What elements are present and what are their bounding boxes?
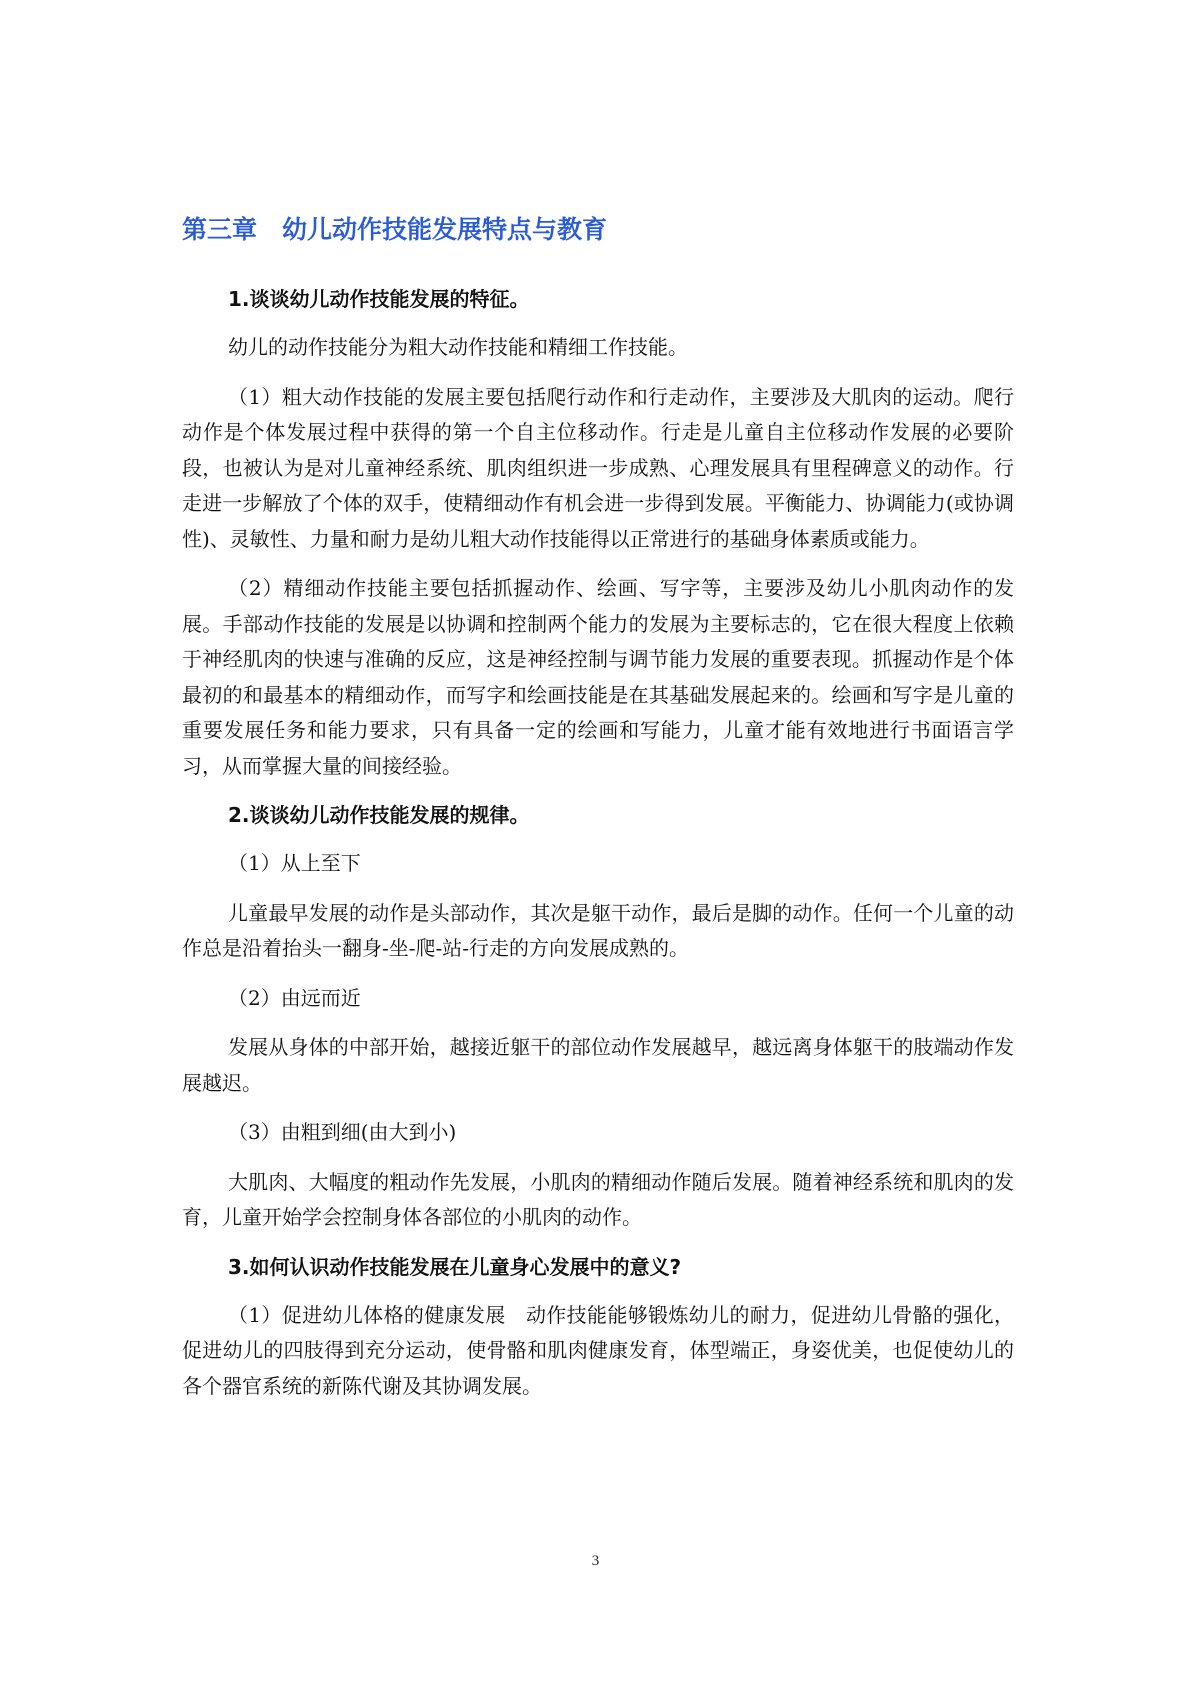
question-heading-2: 2.谈谈幼儿动作技能发展的规律。: [228, 803, 530, 827]
question-heading-3: 3.如何认识动作技能发展在儿童身心发展中的意义?: [228, 1254, 682, 1279]
paragraph-2-4: 发展从身体的中部开始，越接近躯干的部位动作发展越早，越远离身体躯干的肢端动作发展越迟。: [182, 1035, 1014, 1095]
section-1: [182, 282, 1014, 784]
page-number: 3: [591, 1553, 600, 1569]
question-heading-1: 1.谈谈幼儿动作技能发展的特征。: [228, 287, 530, 311]
section-2: [182, 798, 1014, 1236]
paragraph-2-3: （2）由远而近: [228, 985, 361, 1010]
paragraph-1-1: 幼儿的动作技能分为粗大动作技能和精细工作技能。: [228, 335, 688, 359]
paragraph-2-1: （1）从上至下: [228, 851, 361, 875]
paragraph-2-2: 儿童最早发展的动作是头部动作，其次是躯干动作，最后是脚的动作。任何一个儿童的动作总是沿着抬头一翻身-坐-爬-站-行走的方向发展成熟的。: [182, 900, 1014, 960]
paragraph-3-1: （1）促进幼儿体格的健康发展 动作技能能够锻炼幼儿的耐力，促进幼儿骨骼的强化，促进幼儿的四肢得到充分运动，使骨骼和肌肉健康发育，体型端正，身姿优美，也促使幼儿的各个器官系统的新陈代谢及其协调发展。: [182, 1302, 1014, 1398]
section-3: [182, 1250, 1014, 1405]
paragraph-1-3: （2）精细动作技能主要包括抓握动作、绘画、写字等，主要涉及幼儿小肌肉动作的发展。手部动作技能的发展是以协调和控制两个能力的发展为主要标志的，它在很大程度上依赖于神经肌肉的快速与准确的反应，这是神经控制与调节能力发展的重要表现。抓握动作是个体最初的和最基本的精细动作，而写字和绘画技能是在其基础发展起来的。绘画和写字是儿童的重要发展任务和能力要求，只有具备一定的绘画和写能力，儿童才能有效地进行书面语言学习，从而掌握大量的间接经验。: [182, 576, 1014, 778]
paragraph-2-6: 大肌肉、大幅度的粗动作先发展，小肌肉的精细动作随后发展。随着神经系统和肌肉的发育，儿童开始学会控制身体各部位的小肌肉的动作。: [182, 1169, 1014, 1229]
paragraph-1-2: （1）粗大动作技能的发展主要包括爬行动作和行走动作，主要涉及大肌肉的运动。爬行动作是个体发展过程中获得的第一个自主位移动作。行走是儿童自主位移动作发展的必要阶段，也被认为是对儿童神经系统、肌肉组织进一步成熟、心理发展具有里程碑意义的动作。行走进一步解放了个体的双手，使精细动作有机会进一步得到发展。平衡能力、协调能力(或协调性)、灵敏性、力量和耐力是幼儿粗大动作技能得以正常进行的基础身体素质或能力。: [182, 384, 1014, 551]
page-content: [182, 210, 1014, 1418]
paragraph-2-5: （3）由粗到细(由大到小): [228, 1120, 457, 1144]
chapter-title: 第三章 幼儿动作技能发展特点与教育: [182, 215, 608, 244]
